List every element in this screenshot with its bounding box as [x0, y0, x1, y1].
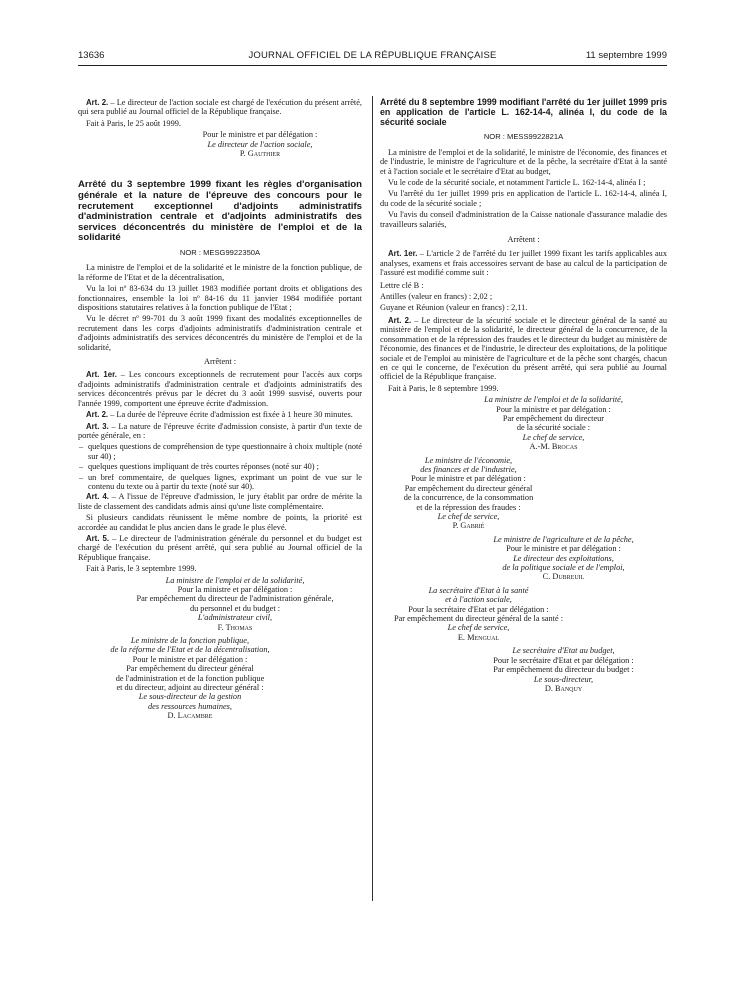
page-header	[78, 50, 667, 64]
decree-title: Arrêté du 8 septembre 1999 modifiant l'arrêté du 1er juillet 1999 pris en application de l'article L. 162-14-4, alinéa I, du code de la sécurité sociale	[380, 97, 667, 127]
journal-title: JOURNAL OFFICIEL DE LA RÉPUBLIQUE FRANÇAISE	[248, 50, 497, 61]
signature-block: La secrétaire d'Etat à la santé et à l'action sociale, Pour la secrétaire d'Etat et par délégation : Par empêchement du directeur général de la santé : Le chef de service, E. Mengual	[393, 585, 564, 642]
left-column	[78, 98, 362, 721]
article-1: Art. 1er. – L'article 2 de l'arrêté du 1er juillet 1999 fixant les tarifs applicables aux analyses, examens et frais accessoires servant de base au calcul de la participation de l'assuré est modifié comme suit :	[380, 249, 667, 278]
article-5: Art. 5. – Le directeur de l'administration générale du personnel et du budget est chargé de l'exécution du présent arrêté, qui sera publié au Journal officiel de la République française.	[78, 533, 362, 562]
tariff-line: Lettre clé B :	[380, 280, 424, 290]
article-4: Art. 4. – A l'issue de l'épreuve d'admission, le jury établit par ordre de mérite la liste de classement des candidats admis ainsi qu'une liste complémentaire.	[78, 492, 362, 511]
signature-block: Pour le ministre et par délégation : Le directeur de l'action sociale, P. Gauthier	[202, 130, 318, 159]
signature-block: La ministre de l'emploi et de la solidarité, Pour la ministre et par délégation : Par empêchement du directeur de l'administration générale, du personnel et du budget : L'administrateur civil, F. Thomas	[136, 575, 334, 632]
preamble: Vu l'avis du conseil d'administration de la Caisse nationale d'assurance maladie des travailleurs salariés,	[380, 210, 667, 229]
signature-block: Le ministre de l'économie, des finances et de l'industrie, Pour le ministre et par délégation : Par empêchement du directeur général de la concurrence, de la consommation et de la répression des fraudes : Le chef de service, P. Gabrié	[403, 455, 534, 531]
arretent-heading: Arrêtent :	[507, 235, 540, 245]
list-item: – un bref commentaire, de quelques lignes, exprimant un point de vue sur le contenu du texte ou à partir du texte (noté sur 40).	[78, 473, 362, 492]
decree-title: Arrêté du 3 septembre 1999 fixant les règles d'organisation générale et la nature de l'épreuve des concours pour le recrutement exceptionnel d'adjoints administratifs d'administration centrale et d'adjoints administratifs des services déconcentrés du ministère de l'emploi et de la solidarité	[78, 179, 362, 244]
preamble: La ministre de l'emploi et de la solidarité et le ministre de la fonction publique, de la réforme de l'Etat et de la décentralisation,	[78, 263, 362, 282]
nor-reference: NOR : MESS9922821A	[483, 132, 564, 142]
signature-block: Le secrétaire d'Etat au budget, Pour le secrétaire d'Etat et par délégation : Par empêchement du directeur du budget : Le sous-directeur, D. Banquy	[493, 646, 634, 693]
nor-reference: NOR : MESG9922350A	[179, 248, 261, 257]
list-item: – quelques questions impliquant de très courtes réponses (noté sur 40) ;	[78, 462, 362, 471]
done-at: Fait à Paris, le 8 septembre 1999.	[388, 383, 499, 393]
signature-block: Le ministre de la fonction publique, de la réforme de l'Etat et de la décentralisation, Pour le ministre et par délégation : Par empêchement du directeur général de l'administration et de la fonction publique et du directeur, adjoint au directeur général : Le sous-directeur de la gestion des ressources humaines, D. Lacambre	[110, 636, 270, 721]
header-rule	[78, 65, 667, 66]
article-2: Art. 2. – Le directeur de la sécurité sociale et le directeur général de la santé au ministère de l'emploi et de la solidarité, le directeur général de la concurrence, de la consommation et de la répression des fraudes et le directeur du budget au ministère de l'économie, des finances et de l'industrie, le directeur des exploitations, de la politique sociale et de l'emploi au ministère de l'agriculture et de la pêche sont chargés, chacun en ce qui le concerne, de l'exécution du présent arrêté, qui sera publié au Journal officiel de la République française.	[380, 315, 667, 382]
tariff-line: Antilles (valeur en francs) : 2,02 ;	[380, 292, 493, 302]
signature-block: Le ministre de l'agriculture et de la pêche, Pour le ministre et par délégation : Le directeur des exploitations, de la politique sociale et de l'emploi, C. Dubreuil	[493, 534, 634, 582]
done-at: Fait à Paris, le 3 septembre 1999.	[86, 564, 197, 574]
column-divider	[372, 96, 373, 901]
signature-block: La ministre de l'emploi et de la solidarité, Pour la ministre et par délégation : Par empêchement du directeur de la sécurité sociale : Le chef de service, A.-M. Brocas	[484, 395, 623, 452]
article-2: Art. 2. – La durée de l'épreuve écrite d'admission est fixée à 1 heure 30 minutes.	[86, 410, 353, 420]
preamble: Vu l'arrêté du 1er juillet 1999 pris en application de l'article L. 162-14-4, alinéa I, du code de la sécurité sociale ;	[380, 189, 667, 208]
right-column	[380, 98, 667, 693]
arretent-heading: Arrêtent :	[203, 357, 237, 367]
issue-date: 11 septembre 1999	[585, 50, 667, 61]
article-paragraph: Si plusieurs candidats réunissent le même nombre de points, la priorité est accordée au candidat le plus ancien dans le grade le plus élevé.	[78, 513, 362, 532]
article-3: Art. 3. – La nature de l'épreuve écrite d'admission consiste, à partir d'un texte de portée générale, en :	[78, 421, 362, 440]
preamble: La ministre de l'emploi et de la solidarité, le ministre de l'économie, des finances et de l'industrie, le ministre de l'agriculture et de la pêche, la secrétaire d'Etat à la santé et à l'action sociale et le secrétaire d'Etat au budget,	[380, 147, 667, 176]
preamble: Vu le décret nº 99-701 du 3 août 1999 fixant des modalités exceptionnelles de recrutement dans les corps d'adjoints administratifs d'administration centrale et d'adjoints administratifs des services déconcentrés du ministère de l'emploi et de la solidarité,	[78, 314, 362, 352]
tariff-line: Guyane et Réunion (valeur en francs) : 2,11.	[380, 303, 528, 313]
preamble: Vu le code de la sécurité sociale, et notamment l'article L. 162-14-4, alinéa I ;	[388, 178, 646, 188]
done-at: Fait à Paris, le 25 août 1999.	[86, 118, 181, 128]
list-item: – quelques questions de compréhension de type questionnaire à choix multiple (noté sur 40) ;	[78, 442, 362, 461]
article-1: Art. 1er. – Les concours exceptionnels de recrutement pour l'accès aux corps d'adjoints administratifs d'administration centrale et d'adjoints administratifs des services déconcentrés prévus par le décret du 3 août 1999 susvisé, ouverts pour l'année 1999, comportent une épreuve écrite d'admission.	[78, 370, 362, 408]
page-number: 13636	[78, 50, 105, 61]
article-paragraph: Art. 2. – Le directeur de l'action sociale est chargé de l'exécution du présent arrêté, qui sera publié au Journal officiel de la République française.	[78, 98, 362, 117]
preamble: Vu la loi nº 83-634 du 13 juillet 1983 modifiée portant droits et obligations des fonctionnaires, ensemble la loi nº 84-16 du 11 janvier 1984 modifiée portant dispositions statutaires relatives à la fonction publique de l'Etat ;	[78, 284, 362, 313]
